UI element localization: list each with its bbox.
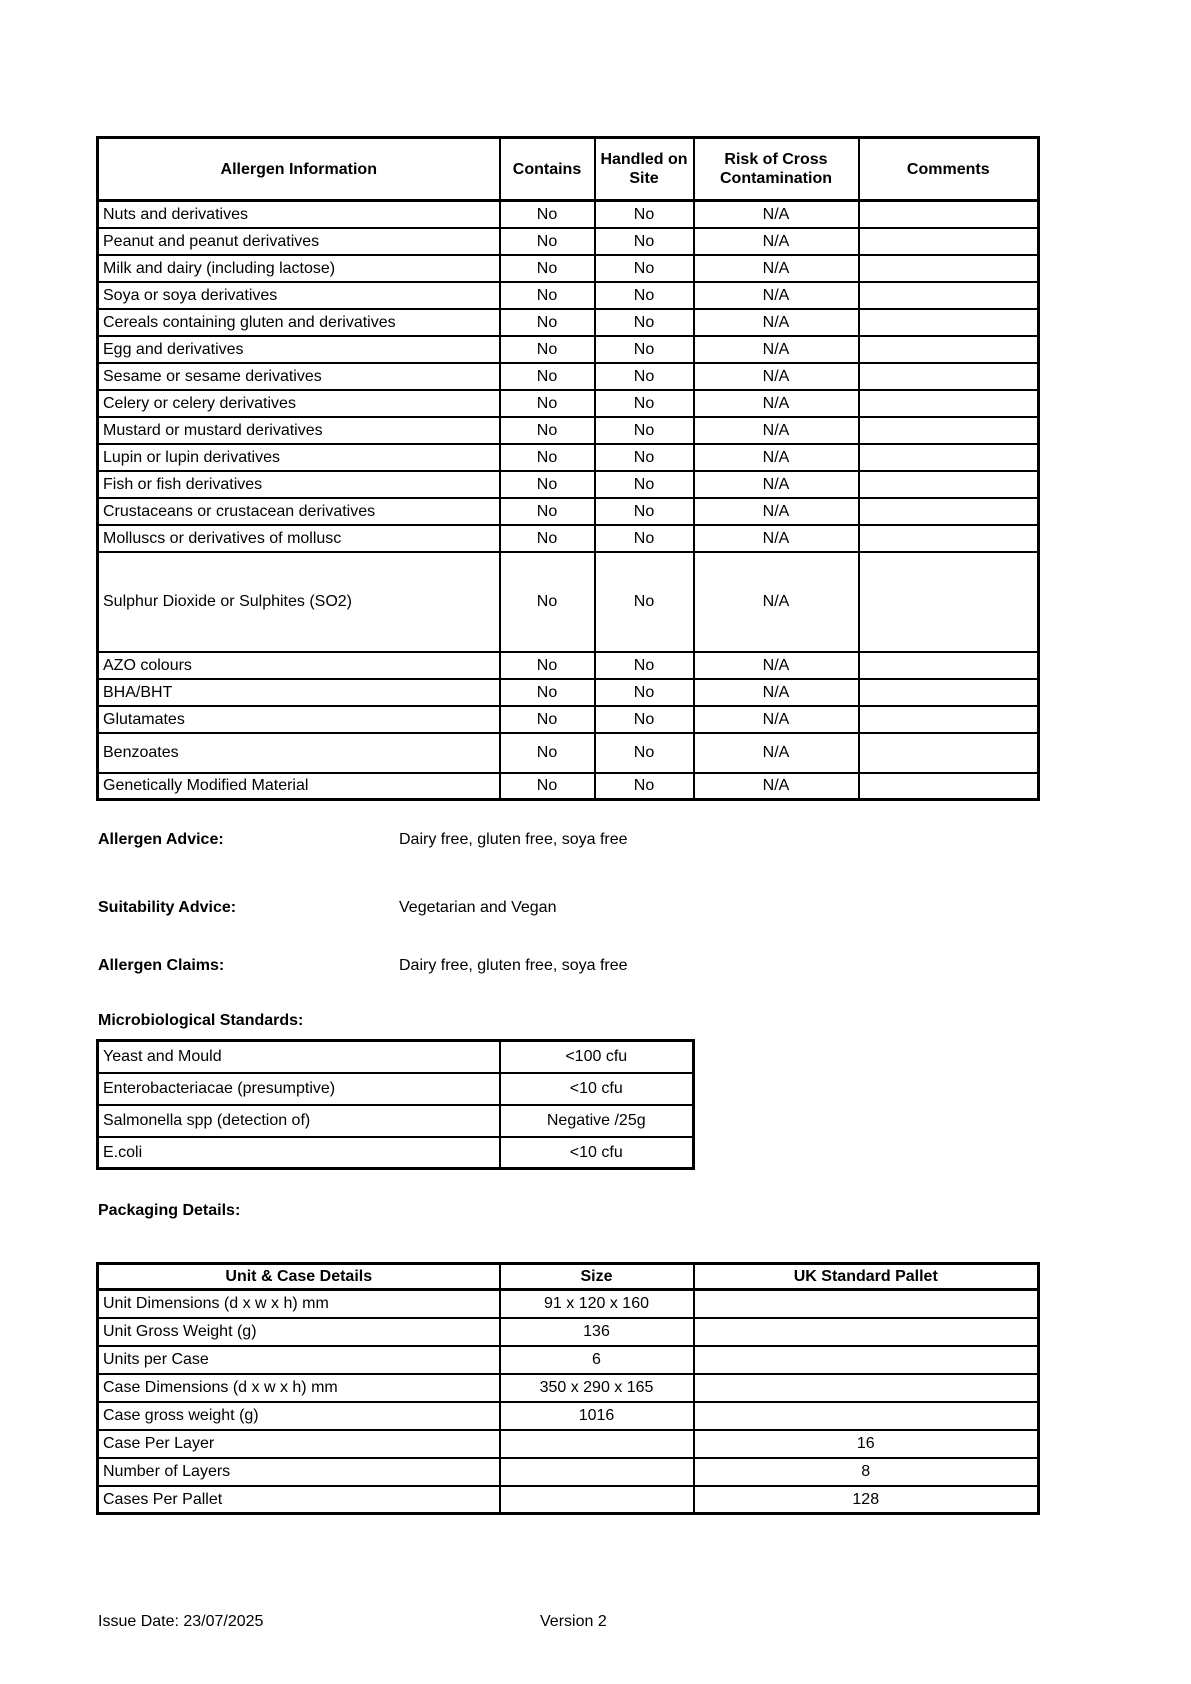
comments-cell xyxy=(859,679,1039,706)
contains-cell: No xyxy=(500,201,595,228)
packaging-row xyxy=(98,1374,1039,1402)
allergen-header-risk: Risk of Cross Contamination xyxy=(694,138,859,201)
packaging-row xyxy=(98,1458,1039,1486)
handled-on-site-cell: No xyxy=(595,552,694,652)
comments-cell xyxy=(859,498,1039,525)
allergen-name-cell: Genetically Modified Material xyxy=(98,773,500,800)
suitability-advice-value: Vegetarian and Vegan xyxy=(399,899,557,916)
allergen-row xyxy=(98,498,1039,525)
packaging-detail-cell: Units per Case xyxy=(98,1346,500,1374)
contains-cell: No xyxy=(500,444,595,471)
size-cell xyxy=(500,1458,694,1486)
risk-of-cross-contamination-cell: N/A xyxy=(694,444,859,471)
packaging-detail-cell: Number of Layers xyxy=(98,1458,500,1486)
handled-on-site-cell: No xyxy=(595,309,694,336)
risk-of-cross-contamination-cell: N/A xyxy=(694,652,859,679)
risk-of-cross-contamination-cell: N/A xyxy=(694,201,859,228)
size-cell: 350 x 290 x 165 xyxy=(500,1374,694,1402)
handled-on-site-cell: No xyxy=(595,336,694,363)
comments-cell xyxy=(859,444,1039,471)
handled-on-site-cell: No xyxy=(595,733,694,773)
allergen-name-cell: Cereals containing gluten and derivatives xyxy=(98,309,500,336)
handled-on-site-cell: No xyxy=(595,706,694,733)
allergen-name-cell: Soya or soya derivatives xyxy=(98,282,500,309)
handled-on-site-cell: No xyxy=(595,255,694,282)
allergen-name-cell: Glutamates xyxy=(98,706,500,733)
contains-cell: No xyxy=(500,679,595,706)
allergen-header-handled: Handled on Site xyxy=(595,138,694,201)
handled-on-site-cell: No xyxy=(595,498,694,525)
micro-standard-cell: <10 cfu xyxy=(500,1073,694,1105)
micro-row xyxy=(98,1041,694,1073)
handled-on-site-cell: No xyxy=(595,679,694,706)
microbiological-standards-table xyxy=(96,1039,695,1170)
allergen-name-cell: Celery or celery derivatives xyxy=(98,390,500,417)
contains-cell: No xyxy=(500,706,595,733)
pallet-cell xyxy=(694,1290,1039,1318)
contains-cell: No xyxy=(500,498,595,525)
contains-cell: No xyxy=(500,363,595,390)
allergen-name-cell: Nuts and derivatives xyxy=(98,201,500,228)
comments-cell xyxy=(859,363,1039,390)
allergen-header-contains: Contains xyxy=(500,138,595,201)
comments-cell xyxy=(859,282,1039,309)
comments-cell xyxy=(859,773,1039,800)
pallet-cell: 128 xyxy=(694,1486,1039,1514)
packaging-detail-cell: Case gross weight (g) xyxy=(98,1402,500,1430)
size-cell xyxy=(500,1430,694,1458)
packaging-detail-cell: Unit Gross Weight (g) xyxy=(98,1318,500,1346)
contains-cell: No xyxy=(500,228,595,255)
packaging-details-heading: Packaging Details: xyxy=(98,1202,241,1219)
packaging-row xyxy=(98,1430,1039,1458)
handled-on-site-cell: No xyxy=(595,471,694,498)
allergen-row xyxy=(98,201,1039,228)
packaging-detail-cell: Case Per Layer xyxy=(98,1430,500,1458)
comments-cell xyxy=(859,390,1039,417)
packaging-detail-cell: Case Dimensions (d x w x h) mm xyxy=(98,1374,500,1402)
allergen-row xyxy=(98,336,1039,363)
contains-cell: No xyxy=(500,733,595,773)
handled-on-site-cell: No xyxy=(595,390,694,417)
pallet-cell: 16 xyxy=(694,1430,1039,1458)
risk-of-cross-contamination-cell: N/A xyxy=(694,733,859,773)
micro-test-cell: E.coli xyxy=(98,1137,500,1169)
allergen-name-cell: Egg and derivatives xyxy=(98,336,500,363)
allergen-row xyxy=(98,471,1039,498)
micro-standard-cell: <100 cfu xyxy=(500,1041,694,1073)
handled-on-site-cell: No xyxy=(595,652,694,679)
pallet-cell xyxy=(694,1402,1039,1430)
micro-row xyxy=(98,1137,694,1169)
contains-cell: No xyxy=(500,773,595,800)
risk-of-cross-contamination-cell: N/A xyxy=(694,471,859,498)
allergen-advice-label: Allergen Advice: xyxy=(98,831,224,848)
packaging-row xyxy=(98,1346,1039,1374)
micro-test-cell: Enterobacteriacae (presumptive) xyxy=(98,1073,500,1105)
packaging-detail-cell: Cases Per Pallet xyxy=(98,1486,500,1514)
allergen-row xyxy=(98,773,1039,800)
allergen-row xyxy=(98,679,1039,706)
allergen-row xyxy=(98,309,1039,336)
contains-cell: No xyxy=(500,652,595,679)
pallet-cell xyxy=(694,1374,1039,1402)
contains-cell: No xyxy=(500,525,595,552)
packaging-row xyxy=(98,1318,1039,1346)
contains-cell: No xyxy=(500,282,595,309)
allergen-row xyxy=(98,282,1039,309)
contains-cell: No xyxy=(500,309,595,336)
allergen-table xyxy=(96,136,1040,801)
allergen-row xyxy=(98,706,1039,733)
micro-test-cell: Yeast and Mould xyxy=(98,1041,500,1073)
allergen-row xyxy=(98,733,1039,773)
allergen-name-cell: Milk and dairy (including lactose) xyxy=(98,255,500,282)
allergen-row xyxy=(98,444,1039,471)
contains-cell: No xyxy=(500,336,595,363)
allergen-row xyxy=(98,525,1039,552)
risk-of-cross-contamination-cell: N/A xyxy=(694,706,859,733)
packaging-header-unit-case: Unit & Case Details xyxy=(98,1264,500,1290)
handled-on-site-cell: No xyxy=(595,773,694,800)
risk-of-cross-contamination-cell: N/A xyxy=(694,773,859,800)
allergen-header-info: Allergen Information xyxy=(98,138,500,201)
allergen-header-comments: Comments xyxy=(859,138,1039,201)
comments-cell xyxy=(859,525,1039,552)
comments-cell xyxy=(859,552,1039,652)
pallet-cell xyxy=(694,1346,1039,1374)
packaging-row xyxy=(98,1290,1039,1318)
allergen-row xyxy=(98,652,1039,679)
packaging-header-pallet: UK Standard Pallet xyxy=(694,1264,1039,1290)
allergen-advice-value: Dairy free, gluten free, soya free xyxy=(399,831,628,848)
allergen-name-cell: Peanut and peanut derivatives xyxy=(98,228,500,255)
micro-standard-cell: <10 cfu xyxy=(500,1137,694,1169)
risk-of-cross-contamination-cell: N/A xyxy=(694,363,859,390)
allergen-row xyxy=(98,363,1039,390)
packaging-detail-cell: Unit Dimensions (d x w x h) mm xyxy=(98,1290,500,1318)
packaging-row xyxy=(98,1486,1039,1514)
packaging-row xyxy=(98,1402,1039,1430)
handled-on-site-cell: No xyxy=(595,417,694,444)
allergen-row xyxy=(98,228,1039,255)
risk-of-cross-contamination-cell: N/A xyxy=(694,282,859,309)
comments-cell xyxy=(859,309,1039,336)
contains-cell: No xyxy=(500,390,595,417)
packaging-header-size: Size xyxy=(500,1264,694,1290)
allergen-claims-value: Dairy free, gluten free, soya free xyxy=(399,957,628,974)
issue-date: Issue Date: 23/07/2025 xyxy=(98,1613,264,1630)
size-cell: 91 x 120 x 160 xyxy=(500,1290,694,1318)
risk-of-cross-contamination-cell: N/A xyxy=(694,498,859,525)
comments-cell xyxy=(859,733,1039,773)
comments-cell xyxy=(859,706,1039,733)
size-cell: 6 xyxy=(500,1346,694,1374)
allergen-name-cell: Fish or fish derivatives xyxy=(98,471,500,498)
size-cell: 1016 xyxy=(500,1402,694,1430)
risk-of-cross-contamination-cell: N/A xyxy=(694,309,859,336)
allergen-name-cell: Sesame or sesame derivatives xyxy=(98,363,500,390)
pallet-cell: 8 xyxy=(694,1458,1039,1486)
contains-cell: No xyxy=(500,552,595,652)
allergen-name-cell: Mustard or mustard derivatives xyxy=(98,417,500,444)
contains-cell: No xyxy=(500,471,595,498)
microbiological-standards-heading: Microbiological Standards: xyxy=(98,1012,304,1029)
suitability-advice-label: Suitability Advice: xyxy=(98,899,237,916)
allergen-name-cell: Molluscs or derivatives of mollusc xyxy=(98,525,500,552)
allergen-row xyxy=(98,417,1039,444)
allergen-name-cell: Lupin or lupin derivatives xyxy=(98,444,500,471)
packaging-table xyxy=(96,1262,1040,1515)
size-cell: 136 xyxy=(500,1318,694,1346)
handled-on-site-cell: No xyxy=(595,228,694,255)
allergen-row xyxy=(98,390,1039,417)
risk-of-cross-contamination-cell: N/A xyxy=(694,679,859,706)
handled-on-site-cell: No xyxy=(595,363,694,390)
allergen-name-cell: BHA/BHT xyxy=(98,679,500,706)
handled-on-site-cell: No xyxy=(595,525,694,552)
packaging-table-body xyxy=(98,1290,1039,1514)
comments-cell xyxy=(859,201,1039,228)
micro-test-cell: Salmonella spp (detection of) xyxy=(98,1105,500,1137)
risk-of-cross-contamination-cell: N/A xyxy=(694,390,859,417)
risk-of-cross-contamination-cell: N/A xyxy=(694,228,859,255)
allergen-name-cell: Crustaceans or crustacean derivatives xyxy=(98,498,500,525)
version: Version 2 xyxy=(540,1613,607,1630)
micro-row xyxy=(98,1105,694,1137)
risk-of-cross-contamination-cell: N/A xyxy=(694,417,859,444)
contains-cell: No xyxy=(500,417,595,444)
allergen-row xyxy=(98,255,1039,282)
micro-standard-cell: Negative /25g xyxy=(500,1105,694,1137)
handled-on-site-cell: No xyxy=(595,282,694,309)
risk-of-cross-contamination-cell: N/A xyxy=(694,525,859,552)
allergen-name-cell: Sulphur Dioxide or Sulphites (SO2) xyxy=(98,552,500,652)
allergen-table-header-row xyxy=(98,138,1039,201)
contains-cell: No xyxy=(500,255,595,282)
pallet-cell xyxy=(694,1318,1039,1346)
handled-on-site-cell: No xyxy=(595,201,694,228)
allergen-row xyxy=(98,552,1039,652)
risk-of-cross-contamination-cell: N/A xyxy=(694,552,859,652)
handled-on-site-cell: No xyxy=(595,444,694,471)
comments-cell xyxy=(859,417,1039,444)
micro-table-body xyxy=(98,1041,694,1169)
allergen-name-cell: AZO colours xyxy=(98,652,500,679)
risk-of-cross-contamination-cell: N/A xyxy=(694,336,859,363)
packaging-table-header-row xyxy=(98,1264,1039,1290)
micro-row xyxy=(98,1073,694,1105)
allergen-name-cell: Benzoates xyxy=(98,733,500,773)
comments-cell xyxy=(859,228,1039,255)
comments-cell xyxy=(859,336,1039,363)
comments-cell xyxy=(859,471,1039,498)
allergen-table-body xyxy=(98,201,1039,800)
allergen-claims-label: Allergen Claims: xyxy=(98,957,225,974)
size-cell xyxy=(500,1486,694,1514)
risk-of-cross-contamination-cell: N/A xyxy=(694,255,859,282)
comments-cell xyxy=(859,255,1039,282)
comments-cell xyxy=(859,652,1039,679)
